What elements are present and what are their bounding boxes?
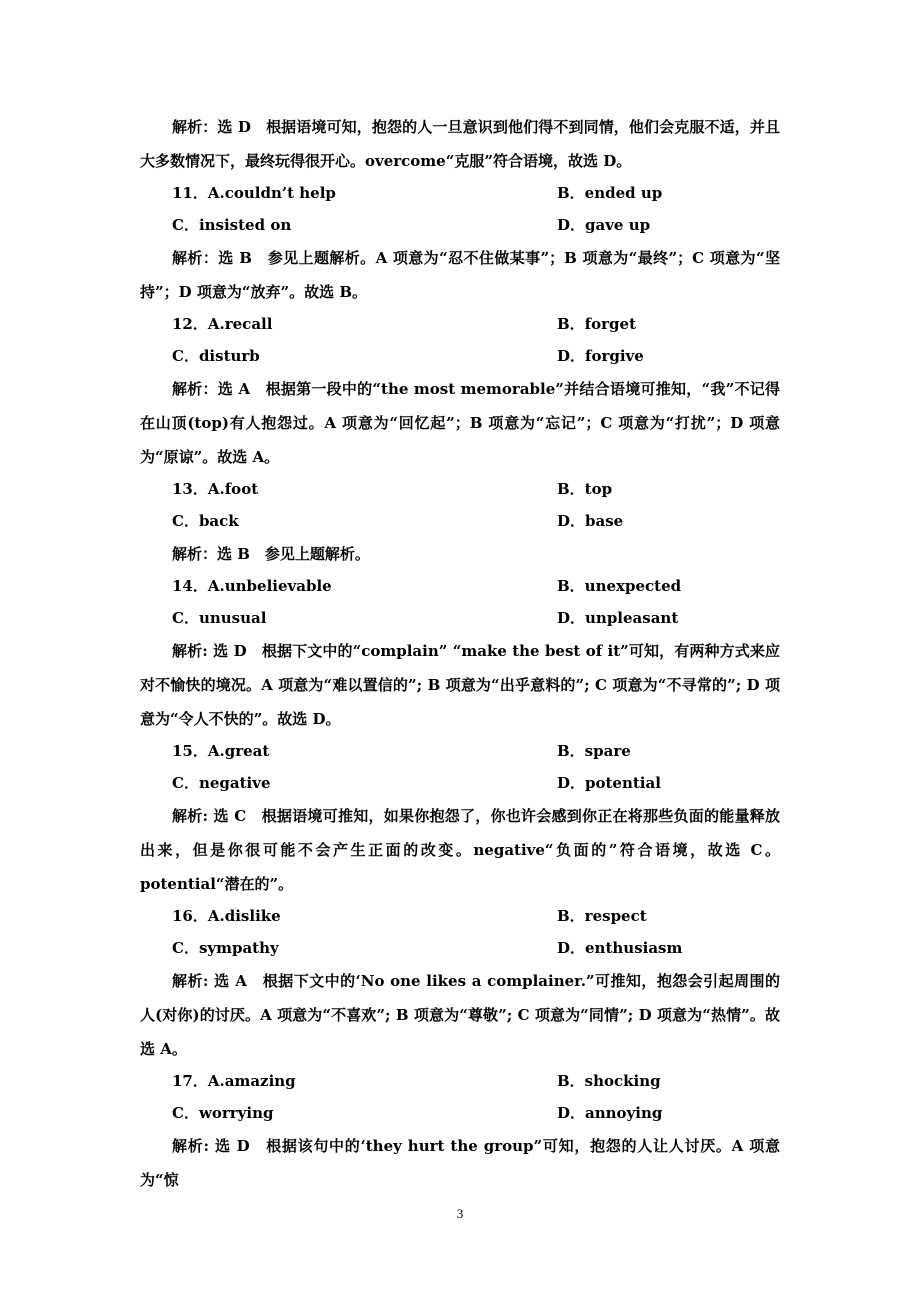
option-right: B．spare <box>557 742 631 760</box>
option-left: 16．A.dislike <box>172 907 281 925</box>
option-row <box>140 736 780 768</box>
explanation-paragraph: 解析: 选 A 根据下文中的‘No one likes a complainer.”可推知，抱怨会引起周围的人(对你)的讨厌。A 项意为“不喜欢”; B 项意为“尊敬”; C 项意为“同情”; D 项意为“热情”。故选 A。 <box>140 972 780 1058</box>
explanation-paragraph: 解析：选 A 根据第一段中的“the most memorable”并结合语境可推知，“我”不记得在山顶(top)有人抱怨过。A 项意为“回忆起”；B 项意为“忘记”；C 项意为“打扰”；D 项意为“原谅”。故选 A。 <box>140 380 780 466</box>
option-row <box>140 1098 780 1130</box>
option-left: 11．A.couldn’t help <box>172 184 336 202</box>
option-right: B．unexpected <box>557 577 682 595</box>
option-row <box>140 309 780 341</box>
option-right: B．top <box>557 480 613 498</box>
option-right: D．forgive <box>557 346 644 365</box>
option-left: 14．A.unbelievable <box>172 577 332 595</box>
option-row <box>140 901 780 933</box>
option-row <box>140 571 780 603</box>
option-right: D．base <box>557 511 624 530</box>
option-row <box>140 768 780 800</box>
explanation-paragraph: 解析: 选 D 根据下文中的“complain” “make the best of it”可知，有两种方式来应对不愉快的境况。A 项意为“难以置信的”; B 项意为“出乎意料的”; C 项意为“不寻常的”; D 项意为“令人不快的”。故选 D。 <box>140 642 780 728</box>
option-row <box>140 210 780 242</box>
option-left: 15．A.great <box>172 742 270 760</box>
option-left: 12．A.recall <box>172 315 273 333</box>
explanation-paragraph: 解析: 选 D 根据该句中的‘they hurt the group”可知，抱怨的人让人讨厌。A 项意为“惊 <box>140 1137 780 1189</box>
option-left: C．insisted on <box>172 215 292 234</box>
option-right: B．respect <box>557 907 647 925</box>
option-row <box>140 474 780 506</box>
document-content <box>140 110 780 1197</box>
option-right: D．annoying <box>557 1103 663 1122</box>
option-row <box>140 603 780 635</box>
option-row <box>140 1066 780 1098</box>
option-left: 13．A.foot <box>172 480 259 498</box>
option-right: D．unpleasant <box>557 608 679 627</box>
option-left: C．disturb <box>172 346 260 365</box>
option-right: D．enthusiasm <box>557 938 683 957</box>
option-right: B．shocking <box>557 1072 661 1090</box>
option-left: C．negative <box>172 773 271 792</box>
option-row <box>140 341 780 373</box>
explanation-paragraph: 解析：选 B 参见上题解析。 <box>172 545 370 563</box>
option-left: 17．A.amazing <box>172 1072 296 1090</box>
explanation-paragraph: 解析：选 B 参见上题解析。A 项意为“忍不住做某事”；B 项意为“最终”；C 项意为“坚持”；D 项意为“放弃”。故选 B。 <box>140 249 780 301</box>
option-left: C．worrying <box>172 1103 274 1122</box>
explanation-paragraph: 解析: 选 C 根据语境可推知，如果你抱怨了，你也许会感到你正在将那些负面的能量释放出来，但是你很可能不会产生正面的改变。negative“负面的”符合语境，故选 C。potential“潜在的”。 <box>140 807 780 893</box>
option-left: C．unusual <box>172 608 267 627</box>
option-row <box>140 506 780 538</box>
explanation-paragraph: 解析：选 D 根据语境可知，抱怨的人一旦意识到他们得不到同情，他们会克服不适，并且大多数情况下，最终玩得很开心。overcome“克服”符合语境，故选 D。 <box>140 118 780 170</box>
option-right: B．ended up <box>557 184 663 202</box>
option-right: D．potential <box>557 773 661 792</box>
option-right: B．forget <box>557 315 636 333</box>
option-left: C．back <box>172 511 239 530</box>
option-left: C．sympathy <box>172 938 279 957</box>
page-number: 3 <box>456 1206 464 1221</box>
option-row <box>140 933 780 965</box>
option-right: D．gave up <box>557 215 651 234</box>
option-row <box>140 178 780 210</box>
